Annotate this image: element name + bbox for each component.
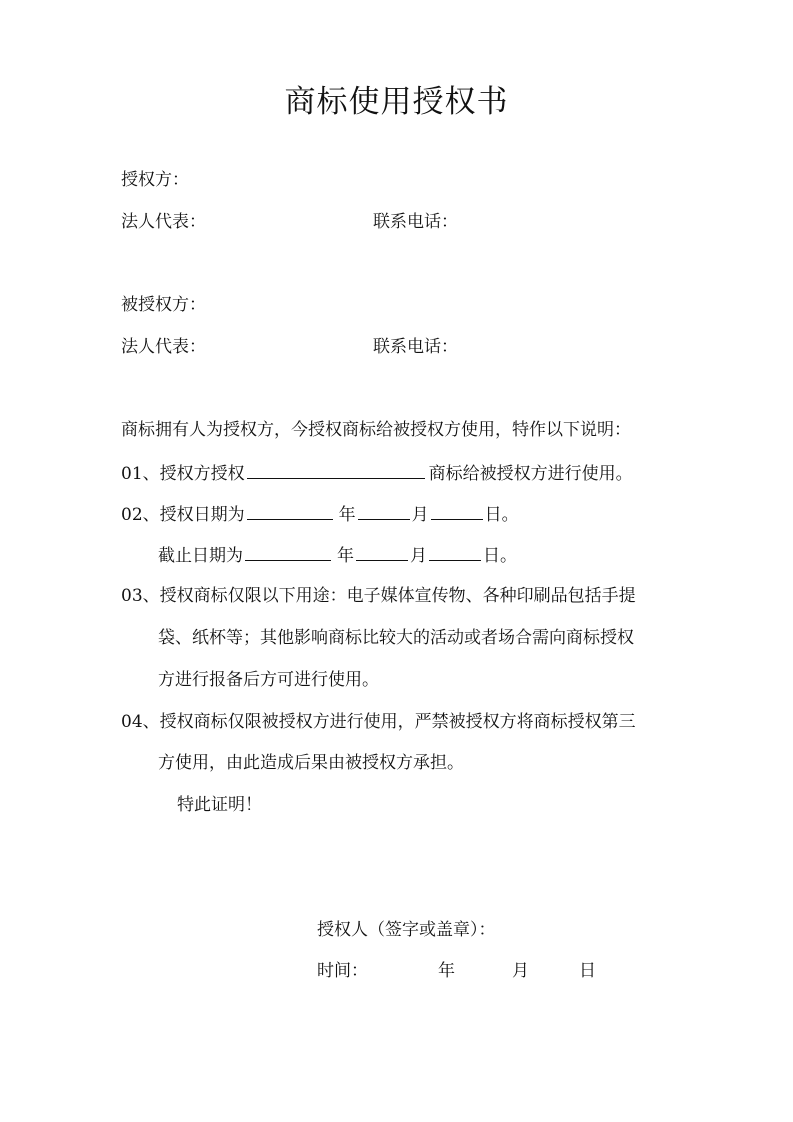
time-label: 时间：	[317, 961, 368, 981]
end-day-label: 日。	[483, 546, 517, 566]
item1-prefix: 01、授权方授权	[121, 464, 245, 484]
document-title: 商标使用授权书	[284, 84, 509, 120]
signature-month-label: 月	[512, 961, 529, 981]
start-day-label: 日。	[484, 505, 519, 525]
signature-day-label: 日	[579, 961, 596, 981]
start-year-label: 年	[338, 505, 356, 525]
end-year-label: 年	[337, 546, 354, 566]
start-year-blank	[247, 501, 333, 520]
item4-line1: 04、授权商标仅限被授权方进行使用，严禁被授权方将商标授权第三	[121, 712, 636, 732]
item4-line2: 方使用，由此造成后果由被授权方承担。	[158, 753, 464, 773]
end-year-blank	[245, 542, 331, 561]
item3-line3: 方进行报备后方可进行使用。	[158, 670, 379, 690]
grantor-rep-label: 法人代表：	[121, 212, 206, 232]
closing-statement: 特此证明！	[177, 795, 262, 815]
item3-line2: 袋、纸杯等；其他影响商标比较大的活动或者场合需向商标授权	[158, 628, 634, 648]
start-month-label: 月	[411, 505, 429, 525]
end-month-blank	[356, 542, 408, 561]
trademark-blank	[247, 460, 425, 479]
end-day-blank	[429, 542, 481, 561]
grantee-rep-label: 法人代表：	[121, 337, 206, 357]
item2-start-line	[121, 501, 519, 527]
item2-end-line	[158, 542, 517, 568]
end-month-label: 月	[410, 546, 427, 566]
grantor-label: 授权方：	[121, 170, 189, 190]
signer-label: 授权人（签字或盖章）：	[317, 920, 496, 940]
grantee-phone-label: 联系电话：	[373, 337, 458, 357]
item1-suffix: 商标给被授权方进行使用。	[428, 464, 633, 484]
item2-prefix: 02、授权日期为	[121, 505, 245, 525]
grantor-phone-label: 联系电话：	[373, 212, 458, 232]
end-date-prefix: 截止日期为	[158, 546, 243, 566]
intro-paragraph: 商标拥有人为授权方，今授权商标给被授权方使用，特作以下说明：	[121, 420, 631, 440]
start-month-blank	[358, 501, 410, 520]
start-day-blank	[431, 501, 483, 520]
item3-line1: 03、授权商标仅限以下用途：电子媒体宣传物、各种印刷品包括手提	[121, 586, 636, 606]
signature-year-label: 年	[438, 961, 455, 981]
grantee-label: 被授权方：	[121, 295, 206, 315]
item1-line	[121, 460, 633, 486]
